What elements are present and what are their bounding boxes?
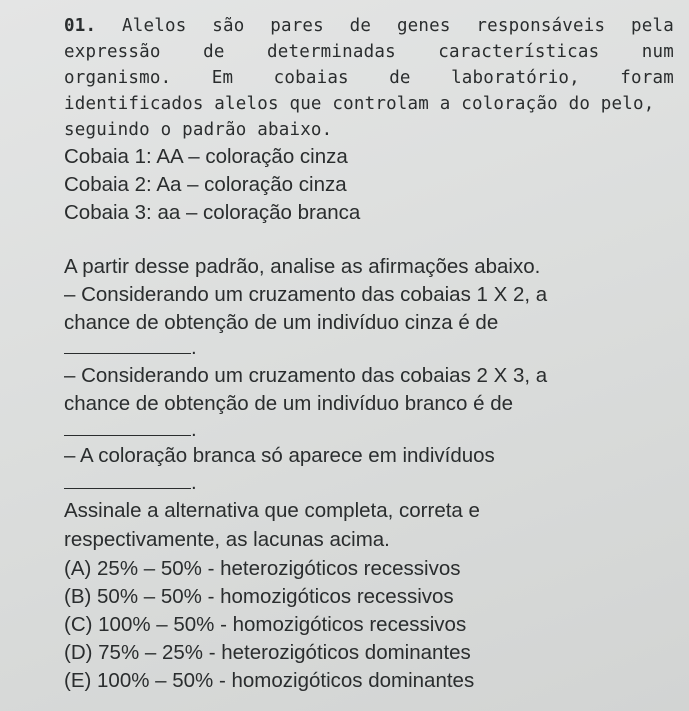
instruction-line-2: respectivamente, as lacunas acima. (64, 528, 390, 551)
option-a[interactable]: (A) 25% – 50% - heterozigóticos recessivos (64, 557, 461, 580)
question-number: 01. (64, 16, 97, 36)
cobaia-1: Cobaia 1: AA – coloração cinza (64, 145, 348, 168)
intro-line-1 (64, 14, 674, 38)
intro-text-1: Alelos são pares de genes responsáveis pela (122, 16, 674, 36)
statement-2-line-2: chance de obtenção de um indivíduo branco é de (64, 392, 514, 415)
intro-line-2: expressão de determinadas características num (64, 42, 674, 62)
blank-line (64, 337, 191, 354)
statement-1-line-1: – Considerando um cruzamento das cobaias 1 X 2, a (64, 283, 548, 306)
instruction-line-1: Assinale a alternativa que completa, correta e (64, 499, 480, 522)
statement-1-blank: . (64, 336, 197, 360)
statement-3-blank: . (64, 471, 197, 495)
intro-line-4: identificados alelos que controlam a coloração do pelo, (64, 94, 655, 114)
intro-line-3: organismo. Em cobaias de laboratório, foram (64, 68, 674, 88)
statement-3-line-1: – A coloração branca só aparece em indivíduos (64, 444, 495, 467)
statement-1-line-2: chance de obtenção de um indivíduo cinza é de (64, 311, 499, 334)
cobaia-2: Cobaia 2: Aa – coloração cinza (64, 173, 347, 196)
cobaia-3: Cobaia 3: aa – coloração branca (64, 201, 361, 224)
option-e[interactable]: (E) 100% – 50% - homozigóticos dominantes (64, 669, 475, 692)
option-b[interactable]: (B) 50% – 50% - homozigóticos recessivos (64, 585, 454, 608)
analyze-line: A partir desse padrão, analise as afirmações abaixo. (64, 255, 541, 278)
option-c[interactable]: (C) 100% – 50% - homozigóticos recessivos (64, 613, 467, 636)
statement-2-blank: . (64, 418, 197, 442)
blank-line (64, 472, 191, 489)
intro-line-5: seguindo o padrão abaixo. (64, 120, 333, 140)
statement-2-line-1: – Considerando um cruzamento das cobaias 2 X 3, a (64, 364, 548, 387)
option-d[interactable]: (D) 75% – 25% - heterozigóticos dominantes (64, 641, 471, 664)
blank-line (64, 419, 191, 436)
